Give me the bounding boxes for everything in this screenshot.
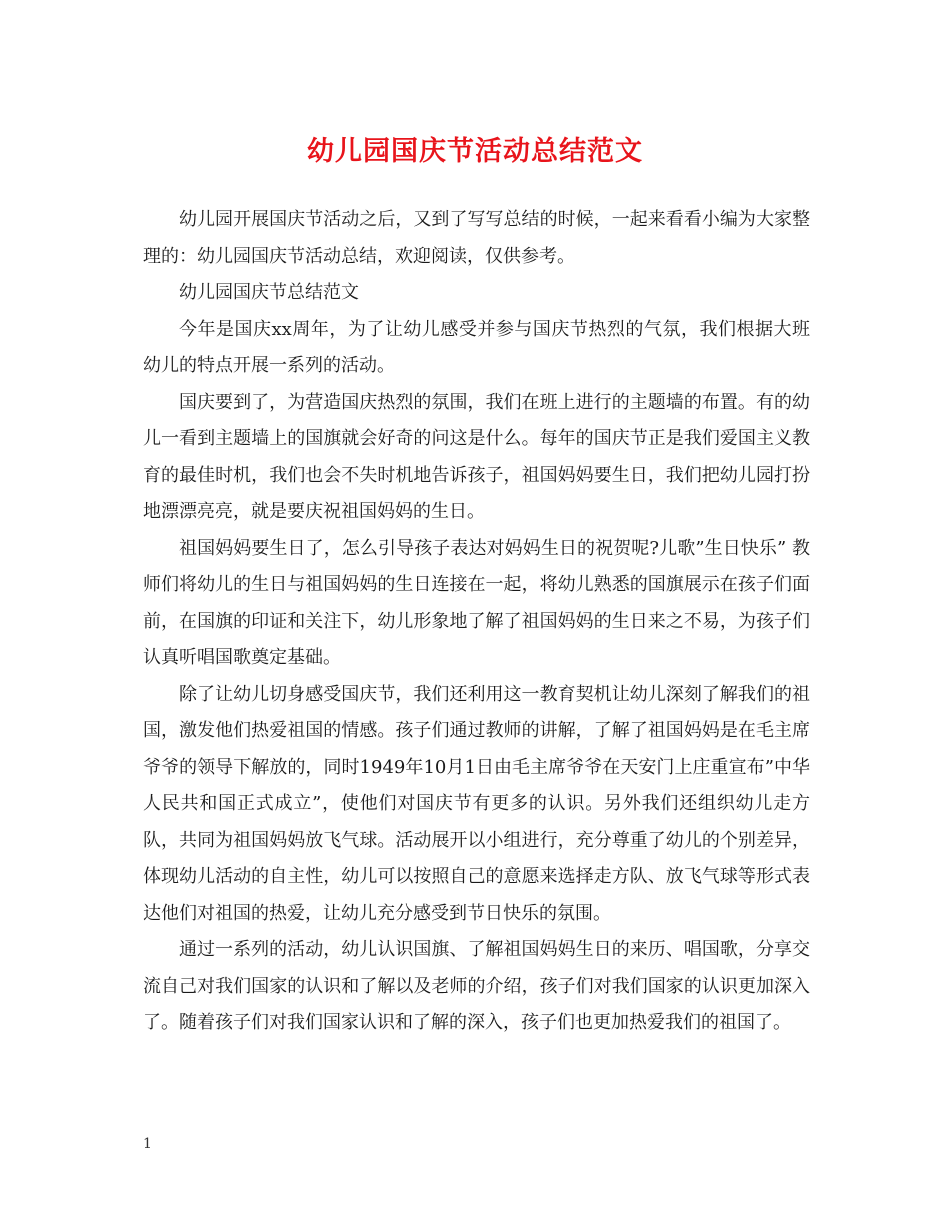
paragraph-theme-wall: 国庆要到了，为营造国庆热烈的氛围，我们在班上进行的主题墙的布置。有的幼儿一看到主题墙上的国旗就会好奇的问这是什么。每年的国庆节正是我们爱国主义教育的最佳时机，我们也会不失时机地告诉孩子，祖国妈妈要生日，我们把幼儿园打扮地漂漂亮亮，就是要庆祝祖国妈妈的生日。: [143, 391, 810, 522]
paragraph-birthday-song: 祖国妈妈要生日了，怎么引导孩子表达对妈妈生日的祝贺呢?儿歌”生日快乐” 教师们将幼儿的生日与祖国妈妈的生日连接在一起，将幼儿熟悉的国旗展示在孩子们面前，在国旗的印证和关注下，幼儿形象地了解了祖国妈妈的生日来之不易，为孩子们认真听唱国歌奠定基础。: [143, 537, 810, 668]
document-title: 幼儿园国庆节活动总结范文: [307, 136, 643, 167]
paragraph-subheading: 幼儿园国庆节总结范文: [179, 282, 359, 303]
page-number: 1: [143, 1136, 152, 1152]
paragraph-anniversary: 今年是国庆xx周年，为了让幼儿感受并参与国庆节热烈的气氛，我们根据大班幼儿的特点开展一系列的活动。: [143, 318, 810, 376]
paragraph-conclusion: 通过一系列的活动，幼儿认识国旗、了解祖国妈妈生日的来历、唱国歌，分享交流自己对我们国家的认识和了解以及老师的介绍，孩子们对我们国家的认识更加深入了。随着孩子们对我们国家认识和了解的深入，孩子们也更加热爱我们的祖国了。: [143, 939, 810, 1033]
paragraph-motherland-education: 除了让幼儿切身感受国庆节，我们还利用这一教育契机让幼儿深刻了解我们的祖国，激发他们热爱祖国的情感。孩子们通过教师的讲解，了解了祖国妈妈是在毛主席爷爷的领导下解放的，同时1949年10月1日由毛主席爷爷在天安门上庄重宣布”中华人民共和国正式成立”，使他们对国庆节有更多的认识。另外我们还组织幼儿走方队，共同为祖国妈妈放飞气球。活动展开以小组进行，充分尊重了幼儿的个别差异，体现幼儿活动的自主性，幼儿可以按照自己的意愿来选择走方队、放飞气球等形式表达他们对祖国的热爱，让幼儿充分感受到节日快乐的氛围。: [143, 683, 810, 924]
paragraph-intro: 幼儿园开展国庆节活动之后，又到了写写总结的时候，一起来看看小编为大家整理的：幼儿园国庆节活动总结，欢迎阅读，仅供参考。: [143, 209, 810, 267]
document-body: [143, 202, 810, 1042]
